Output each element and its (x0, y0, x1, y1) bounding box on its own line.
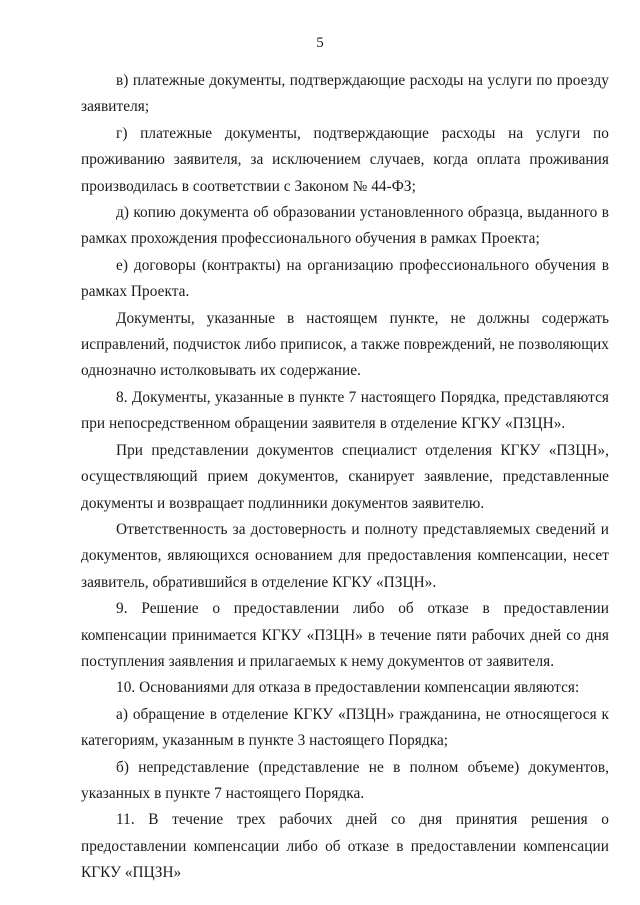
paragraph-item-v: в) платежные документы, подтверждающие расходы на услуги по проезду заявителя; (81, 72, 609, 116)
document-body (81, 68, 609, 887)
paragraph-item-e: е) договоры (контракты) на организацию профессионального обучения в рамках Проекта. (81, 256, 609, 301)
paragraph-refusal-reason-b: б) непредставление (представление не в полном объеме) документов, указанных в пункте 7 настоящего Порядка. (81, 758, 609, 802)
paragraph-refusal-reason-a: а) обращение в отделение КГКУ «ПЗЦН» гражданина, не относящегося к категориям, указанным в пункте 3 настоящего Порядка; (81, 705, 609, 750)
paragraph-responsibility: Ответственность за достоверность и полноту представляемых сведений и документов, являющихся основанием для предоставления компенсации, несет заявитель, обратившийся в отделение КГКУ «ПЗЦН». (81, 520, 609, 591)
paragraph-section-9: 9. Решение о предоставлении либо об отказе в предоставлении компенсации принимается КГКУ «ПЗЦН» в течение пяти рабочих дней со дня поступления заявления и прилагаемых к нему документов от заявителя. (81, 600, 609, 670)
page-number: 5 (316, 35, 324, 51)
paragraph-section-8: 8. Документы, указанные в пункте 7 настоящего Порядка, представляются при непосредственном обращении заявителя в отделение КГКУ «ПЗЦН». (81, 388, 609, 433)
paragraph-section-10: 10. Основаниями для отказа в предоставлении компенсации являются: (116, 679, 580, 697)
paragraph-document-submission: При представлении документов специалист отделения КГКУ «ПЗЦН», осуществляющий прием документов, сканирует заявление, представленные документы и возвращает подлинники документов заявителю. (81, 441, 609, 512)
paragraph-item-g: г) платежные документы, подтверждающие расходы на услуги по проживанию заявителя, за исключением случаев, когда оплата проживания производилась в соответствии с Законом № 44-ФЗ; (81, 124, 609, 195)
paragraph-item-d: д) копию документа об образовании установленного образца, выданного в рамках прохождения профессионального обучения в рамках Проекта; (81, 204, 609, 248)
paragraph-section-11: 11. В течение трех рабочих дней со дня принятия решения о предоставлении компенсации либо об отказе в предоставлении компенсации КГКУ «ПЦЗН» (81, 811, 609, 882)
paragraph-documents-requirements: Документы, указанные в настоящем пункте, не должны содержать исправлений, подчисток либо приписок, а также повреждений, не позволяющих однозначно истолковывать их содержание. (81, 309, 609, 380)
